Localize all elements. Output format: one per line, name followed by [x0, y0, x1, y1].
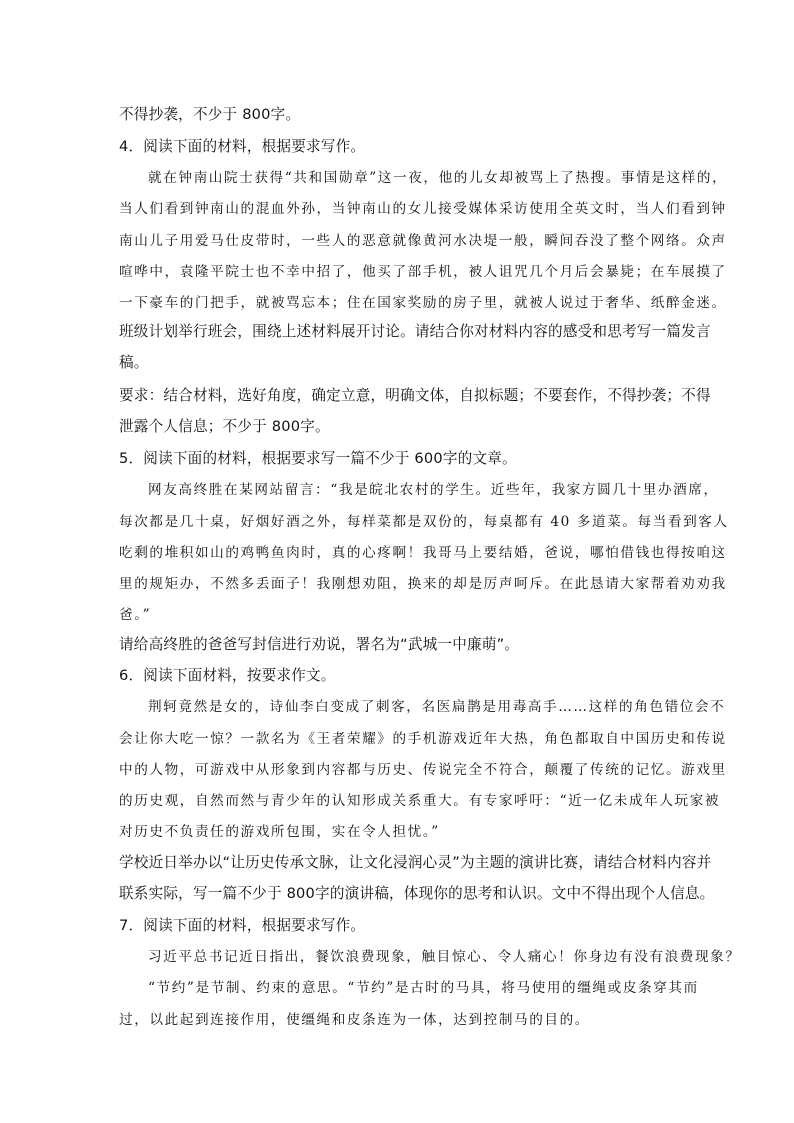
- question-heading: 5．阅读下面的材料，根据要求写一篇不少于 600字的文章。: [119, 450, 517, 467]
- material-line: 每次都是几十桌，好烟好酒之外，每样菜都是双份的，每桌都有 40 多道菜。每当看到客人: [119, 514, 729, 530]
- requirement-line: 要求：结合材料，选好角度，确定立意，明确文体，自拟标题；不要套作，不得抄袭；不得: [119, 387, 711, 404]
- material-line: 吃剩的堆积如山的鸡鸭鱼肉时，真的心疼啊！我哥马上要结婚，爸说，哪怕借钱也得按咱这: [119, 545, 727, 561]
- material-line: 爸。”: [119, 607, 152, 623]
- material-line: 当人们看到钟南山的混血外孙，当钟南山的女儿接受媒体采访使用全英文时，当人们看到钟: [119, 201, 727, 217]
- material-line: 中的人物，可游戏中从形象到内容都与历史、传说完全不符合，颠覆了传统的记忆。游戏里: [119, 762, 727, 778]
- material-line: 南山儿子用爱马仕皮带时，一些人的恶意就像黄河水决堤一般，瞬间吞没了整个网络。众声: [119, 233, 727, 249]
- text-line: 不得抄袭，不少于 800字。: [119, 106, 301, 123]
- material-line: 一下豪车的门把手，就被骂忘本；住在国家奖励的房子里，就被人说过于奢华、纸醉金迷。: [119, 295, 727, 311]
- material-line: 的历史观，自然而然与青少年的认知形成关系重大。有专家呼吁：“近一亿未成年人玩家被: [119, 793, 721, 809]
- task-line: 稿。: [119, 354, 149, 371]
- material-line: 喧哗中，袁隆平院士也不幸中招了，他买了部手机，被人诅咒几个月后会暴毙；在车展摸了: [119, 264, 727, 280]
- material-line: 习近平总书记近日指出，餐饮浪费现象，触目惊心、令人痛心！你身边有没有浪费现象？: [148, 949, 741, 965]
- task-line: 请给高终胜的爸爸写封信进行劝说，署名为“武城一中廉萌”。: [119, 636, 520, 653]
- material-line: 对历史不负责任的游戏所包围，实在令人担忧。”: [119, 824, 440, 840]
- material-line: 过，以此起到连接作用，使缰绳和皮条连为一体，达到控制马的目的。: [119, 1012, 591, 1028]
- material-line: 就在钟南山院士获得“共和国勋章”这一夜，他的儿女却被骂上了热搜。事情是这样的，: [148, 170, 728, 186]
- question-heading: 4．阅读下面的材料，根据要求写作。: [119, 138, 366, 155]
- task-line: 班级计划举行班会，围绕上述材料展开讨论。请结合你对材料内容的感受和思考写一篇发言: [119, 323, 711, 340]
- material-line: 荆轲竟然是女的，诗仙李白变成了刺客，名医扁鹊是用毒高手……这样的角色错位会不: [148, 699, 726, 715]
- material-line: 网友高终胜在某网站留言：“我是皖北农村的学生。近些年，我家方圆几十里办酒席，: [148, 482, 719, 498]
- material-line: 会让你大吃一惊？一款名为《王者荣耀》的手机游戏近年大热，角色都取自中国历史和传说: [119, 731, 727, 747]
- task-line: 学校近日举办以“让历史传承文脉，让文化浸润心灵”为主题的演讲比赛，请结合材料内容并: [119, 854, 712, 871]
- material-line: 里的规矩办，不然多丢面子！我刚想劝阻，换来的却是厉声呵斥。在此恳请大家帮着劝劝我: [119, 576, 727, 592]
- task-line: 联系实际，写一篇不少于 800字的演讲稿，体现你的思考和认识。文中不得出现个人信息。: [119, 885, 715, 902]
- material-line: “节约”是节制、约束的意思。“节约”是古时的马具，将马使用的缰绳或皮条穿其而: [148, 980, 699, 996]
- requirement-line: 泄露个人信息；不少于 800字。: [119, 418, 330, 435]
- question-heading: 6．阅读下面材料，按要求作文。: [119, 667, 336, 684]
- question-heading: 7．阅读下面的材料，根据要求写作。: [119, 917, 366, 934]
